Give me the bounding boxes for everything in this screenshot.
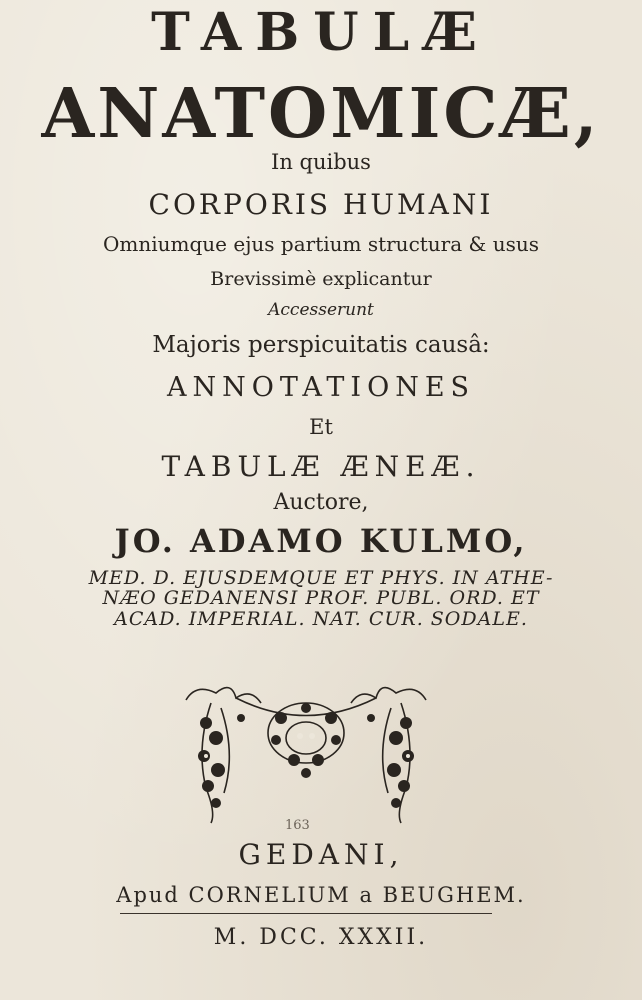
place-text: GEDANI, — [238, 838, 404, 871]
floral-ornament-icon — [176, 678, 436, 828]
credentials-line-1: MED. D. EJUSDEMQUE ET PHYS. IN ATHE- — [88, 567, 554, 589]
omniumque-text: Omniumque ejus partium structura & usus — [103, 232, 539, 256]
corporis-humani-text: CORPORIS HUMANI — [148, 188, 494, 221]
credentials-line-3: ACAD. IMPERIAL. NAT. CUR. SODALE. — [114, 608, 528, 630]
author-name: JO. ADAMO KULMO, — [114, 522, 528, 560]
majoris-text: Majoris perspicuitatis causâ: — [152, 332, 490, 358]
tabulae-aeneae-text: TABULÆ ÆNEÆ. — [161, 450, 481, 483]
accesserunt-text: Accesserunt — [268, 300, 374, 320]
in-quibus-text: In quibus — [271, 150, 371, 174]
et-text: Et — [309, 415, 333, 439]
brevissime-text: Brevissimè explicantur — [210, 268, 432, 290]
divider-rule — [120, 913, 492, 914]
title-line-1: TABULÆ — [151, 2, 491, 63]
title-line-2: ANATOMICÆ, — [41, 74, 601, 154]
auctore-text: Auctore, — [273, 490, 369, 515]
year-text: M. DCC. XXXII. — [213, 925, 429, 950]
handwritten-note: 163 — [285, 818, 310, 833]
publisher-text: Apud CORNELIUM a BEUGHEM. — [116, 883, 526, 907]
credentials-line-2: NÆO GEDANENSI PROF. PUBL. ORD. ET — [102, 587, 540, 609]
annotationes-text: ANNOTATIONES — [166, 372, 476, 403]
